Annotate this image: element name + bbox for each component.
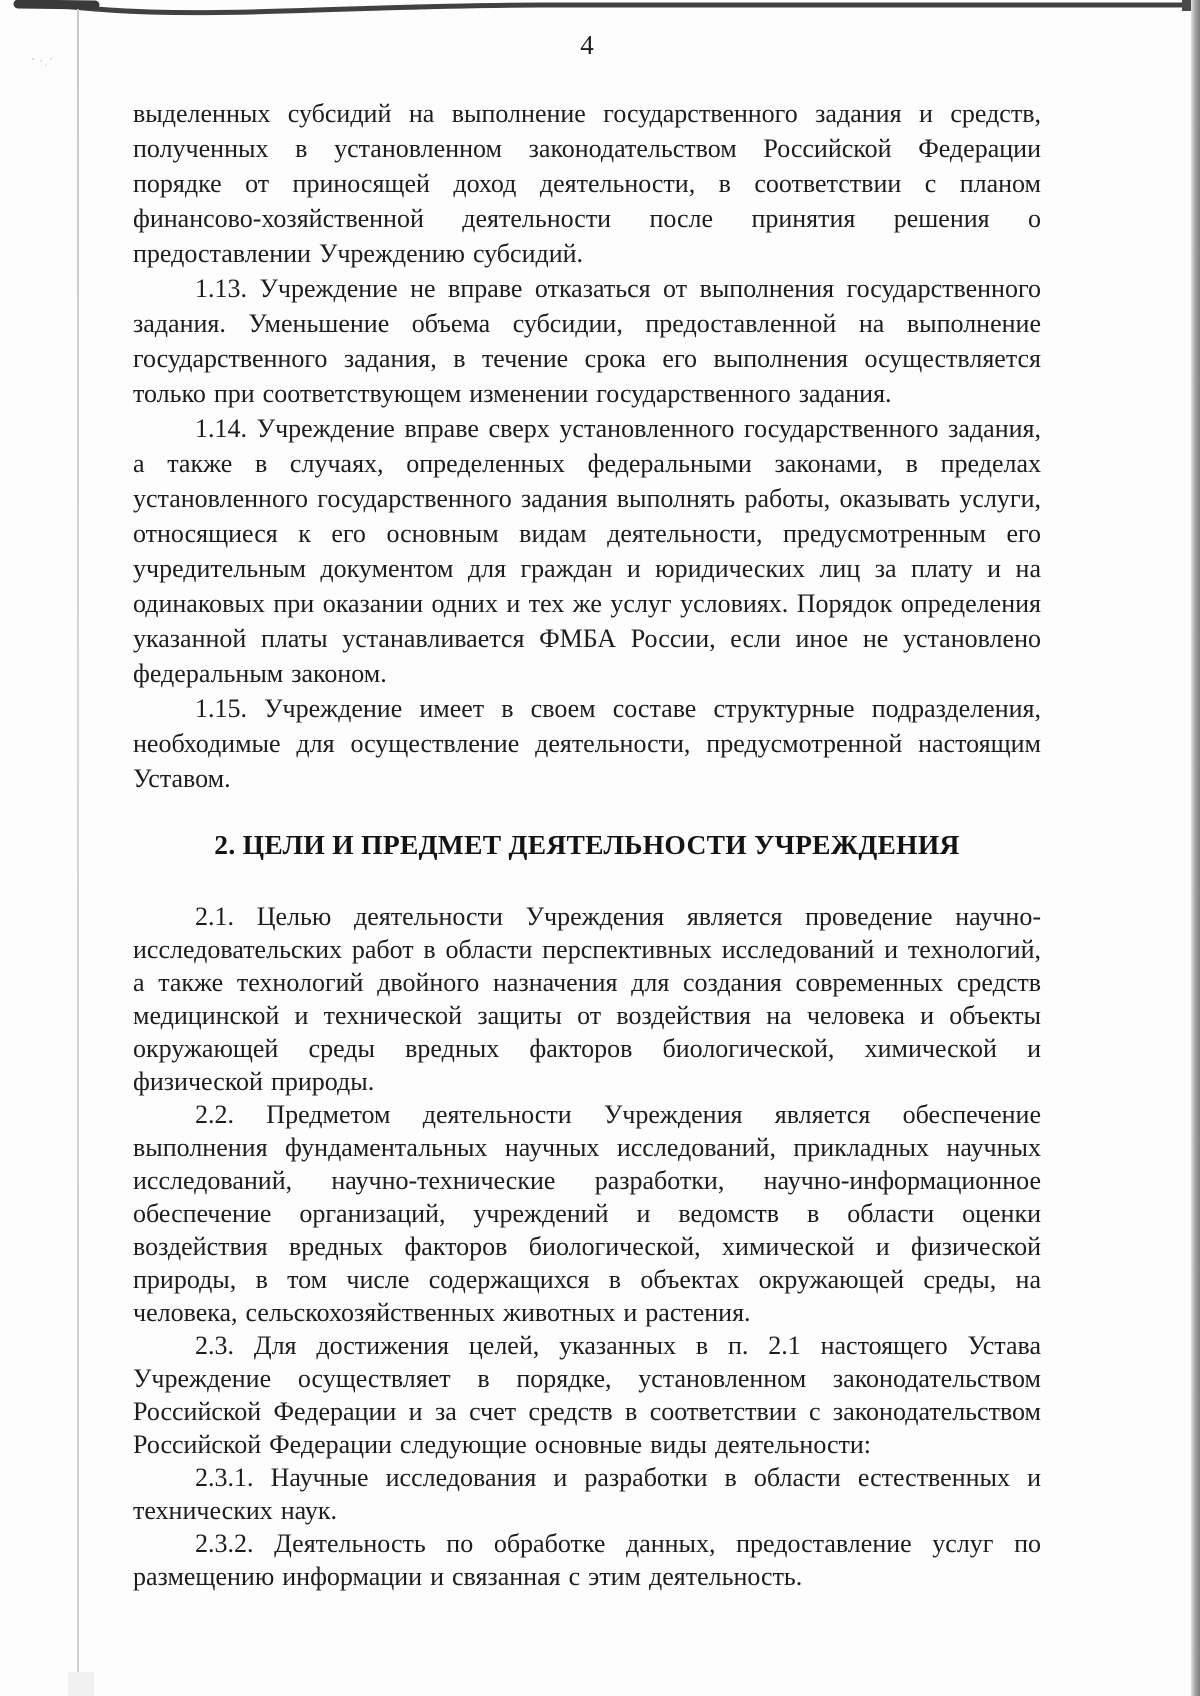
paragraph-2-1: 2.1. Целью деятельности Учреждения является проведение научно-исследовательских работ в области перспективных исследований и технологий, а также технологий двойного назначения для создания современных средств медицинской и технической защиты от воздействия на человека и объекты окружающей среды вредных факторов биологической, химической и физической природы.	[133, 902, 1041, 1096]
page-number: 4	[580, 30, 594, 60]
paragraph-intro-continuation: выделенных субсидий на выполнение государственного задания и средств, полученных в установленном законодательством Российской Федерации порядке от приносящей доход деятельности, в соответствии с планом финансово-хозяйственной деятельности после принятия решения о предоставлении Учреждению субсидий.	[133, 99, 1041, 268]
scan-right-edge-shadow	[1191, 0, 1200, 1696]
scan-bottom-smudge-artifact	[68, 1672, 94, 1696]
scan-top-edge-line	[0, 0, 1200, 18]
paragraph-2-3-1: 2.3.1. Научные исследования и разработки в области естественных и технических наук.	[133, 1463, 1041, 1525]
document-body	[133, 96, 1041, 1593]
section-2-heading: 2. ЦЕЛИ И ПРЕДМЕТ ДЕЯТЕЛЬНОСТИ УЧРЕЖДЕНИЯ	[214, 829, 960, 860]
page-left-edge-shadow	[77, 9, 79, 1696]
paragraph-2-2: 2.2. Предметом деятельности Учреждения является обеспечение выполнения фундаментальных научных исследований, прикладных научных исследований, научно-технические разработки, научно-информационное обеспечение организаций, учреждений и ведомств в области оценки воздействия вредных факторов биологической, химической и физической природы, в том числе содержащихся в объектах окружающей среды, на человека, сельскохозяйственных животных и растения.	[133, 1100, 1041, 1327]
paragraph-2-3: 2.3. Для достижения целей, указанных в п. 2.1 настоящего Устава Учреждение осуществляет в порядке, установленном законодательством Российской Федерации и за счет средств в соответствии с законодательством Российской Федерации следующие основные виды деятельности:	[133, 1331, 1041, 1459]
scan-speckle-artifact	[32, 58, 34, 60]
paragraph-2-3-2: 2.3.2. Деятельность по обработке данных, предоставление услуг по размещению информации и связанная с этим деятельность.	[133, 1529, 1041, 1591]
paragraph-1-13: 1.13. Учреждение не вправе отказаться от выполнения государственного задания. Уменьшение объема субсидии, предоставленной на выполнение государственного задания, в течение срока его выполнения осуществляется только при соответствующем изменении государственного задания.	[133, 274, 1041, 408]
paragraph-1-14: 1.14. Учреждение вправе сверх установленного государственного задания, а также в случаях, определенных федеральными законами, в пределах установленного государственного задания выполнять работы, оказывать услуги, относящиеся к его основным видам деятельности, предусмотренным его учредительным документом для граждан и юридических лиц за плату и на одинаковых при оказании одних и тех же услуг условиях. Порядок определения указанной платы устанавливается ФМБА России, если иное не установлено федеральным законом.	[133, 414, 1041, 688]
paragraph-1-15: 1.15. Учреждение имеет в своем составе структурные подразделения, необходимые для осуществление деятельности, предусмотренной настоящим Уставом.	[133, 694, 1041, 793]
